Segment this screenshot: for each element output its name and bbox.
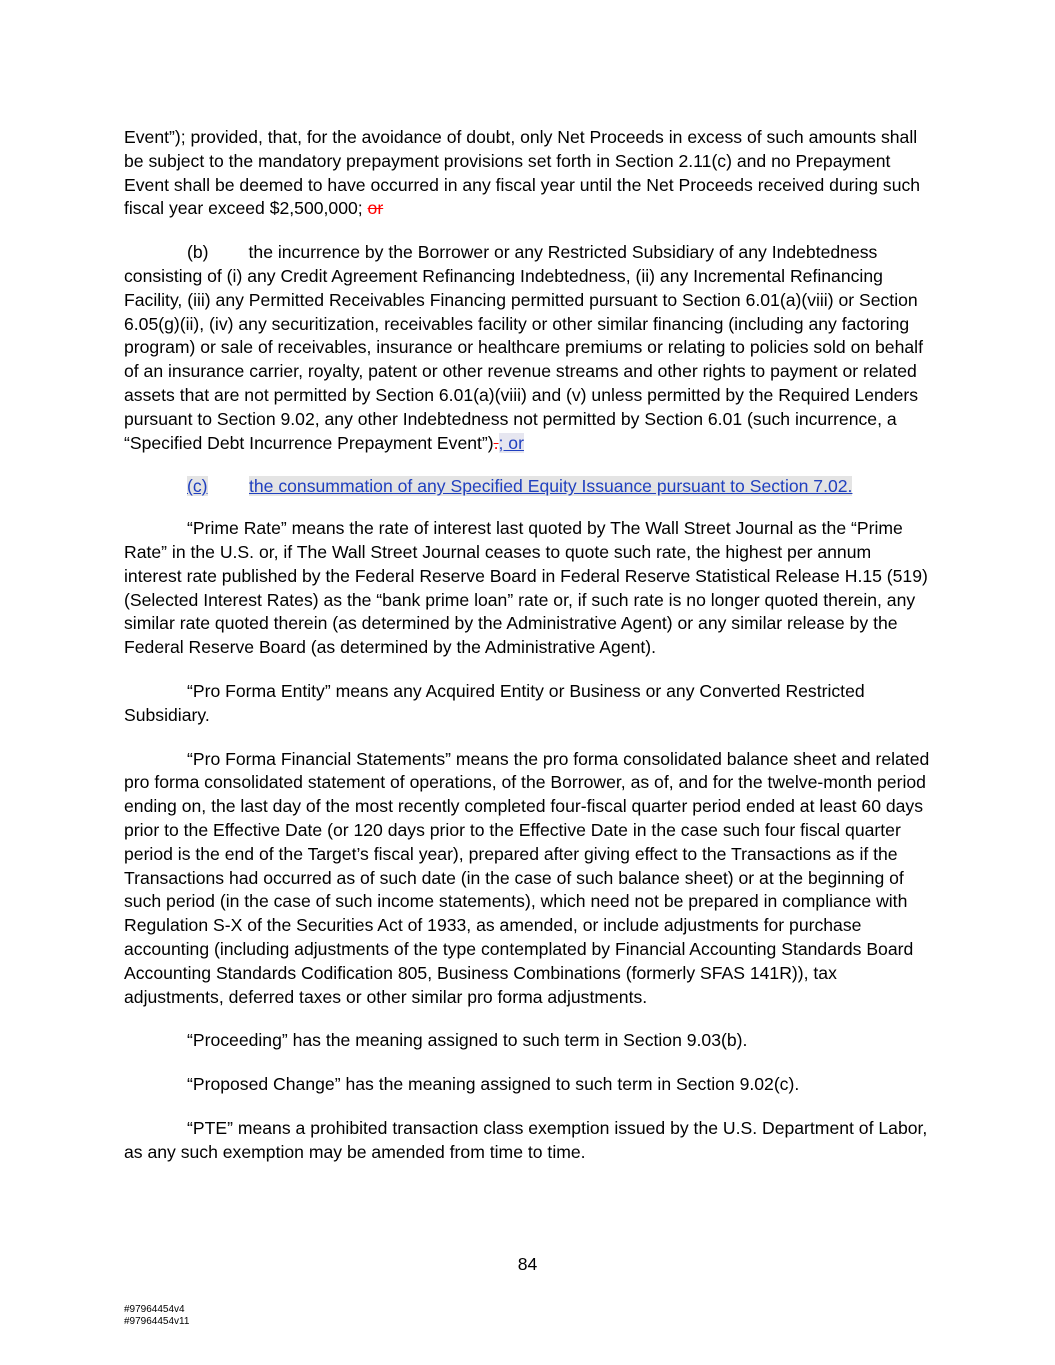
definition-proposed-change: “Proposed Change” has the meaning assigned to such term in Section 9.02(c). xyxy=(187,1074,800,1095)
paragraph-text: Event”); provided, that, for the avoidance of doubt, only Net Proceeds in excess of such amounts shall be subject to the mandatory prepayment provisions set forth in Section 2.11(c) and no Prepayment Event shall be deemed to have occurred in any fiscal year until the Net Proceeds received during such fiscal year exceed $2,500,000; xyxy=(124,127,921,219)
definition-pro-forma-entity: “Pro Forma Entity” means any Acquired Entity or Business or any Converted Restricted Subsidiary. xyxy=(124,680,865,725)
page-number: 84 xyxy=(517,1254,538,1274)
clause-c-text: the consummation of any Specified Equity Issuance pursuant to Section 7.02. xyxy=(249,476,853,497)
clause-b-text: the incurrence by the Borrower or any Restricted Subsidiary of any Indebtedness consisting of (i) any Credit Agreement Refinancing Indebtedness, (ii) any Incremental Refinancing Facility, (iii) any Permitted Receivables Financing permitted pursuant to Section 6.01(a)(viii) or Section 6.05(g)(ii), (iv) any securitization, receivables facility or other similar financing (including any factoring program) or sale of receivables, insurance or healthcare premiums or relating to policies sold on behalf of an insurance carrier, royalty, patent or other revenue streams and other rights to payment or related assets that are not permitted by Section 6.01(a)(viii) and (v) unless permitted by the Required Lenders pursuant to Section 9.02, any other Indebtedness not permitted by Section 6.01 (such incurrence, a “Specified Debt Incurrence Prepayment Event”) xyxy=(124,242,923,453)
clause-b-label: (b) xyxy=(187,242,209,263)
document-id: #97964454v4 xyxy=(124,1304,185,1315)
document-body xyxy=(124,126,932,1184)
deleted-text: or xyxy=(367,198,384,219)
document-id: #97964454v11 xyxy=(124,1316,190,1327)
definition-prime-rate: “Prime Rate” means the rate of interest last quoted by The Wall Street Journal as the “Prime Rate” in the U.S. or, if The Wall Street Journal ceases to quote such rate, the highest per annum interest rate published by the Federal Reserve Board in Federal Reserve Statistical Release H.15 (519) (Selected Interest Rates) as the “bank prime loan” rate or, if such rate is no longer quoted therein, any similar rate quoted therein (as determined by the Administrative Agent) or any similar release by the Federal Reserve Board (as determined by the Administrative Agent). xyxy=(124,518,928,658)
definition-pro-forma-financial-statements: “Pro Forma Financial Statements” means the pro forma consolidated balance sheet and related pro forma consolidated statement of operations, of the Borrower, as of, and for the twelve-month period ending on, the last day of the most recently completed four-fiscal quarter period ended at least 60 days prior to the Effective Date (or 120 days prior to the Effective Date in the case such four fiscal quarter period is the end of the Target’s fiscal year), prepared after giving effect to the Transactions as if the Transactions had occurred as of such date (in the case of such balance sheet) or at the beginning of such period (in the case of such income statements), which need not be prepared in compliance with Regulation S-X of the Securities Act of 1933, as amended, or include adjustments for purchase accounting (including adjustments of the type contemplated by Financial Accounting Standards Board Accounting Standards Codification 805, Business Combinations (formerly SFAS 141R)), tax adjustments, deferred taxes or other similar pro forma adjustments. xyxy=(124,748,930,1007)
document-ids xyxy=(124,1304,189,1328)
deleted-text: . xyxy=(493,432,499,453)
clause-b xyxy=(124,241,932,455)
definition-proceeding: “Proceeding” has the meaning assigned to such term in Section 9.03(b). xyxy=(187,1030,748,1051)
inserted-text: ; or xyxy=(498,432,524,453)
clause-c-label: (c) xyxy=(187,476,208,497)
definition-pte: “PTE” means a prohibited transaction class exemption issued by the U.S. Department of Labor, as any such exemption may be amended from time to time. xyxy=(124,1117,928,1162)
paragraph-prepayment-event-continuation xyxy=(124,126,932,221)
clause-c xyxy=(124,475,932,499)
